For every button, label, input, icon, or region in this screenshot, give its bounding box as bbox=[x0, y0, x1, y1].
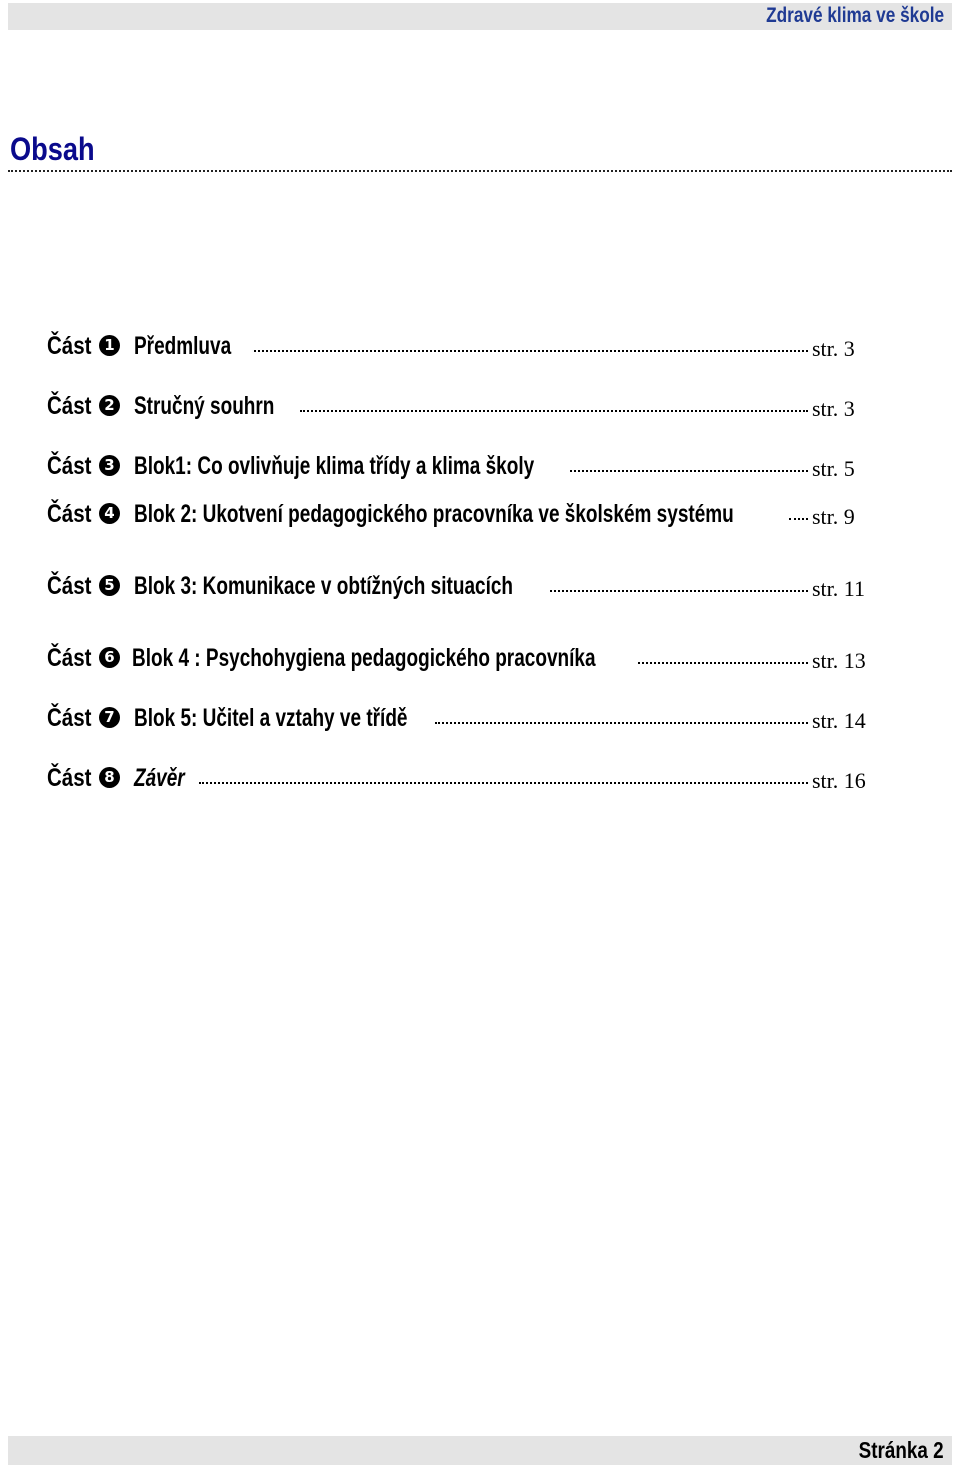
toc-entry-leader bbox=[638, 662, 808, 664]
toc-entry-page: str. 16 bbox=[812, 768, 866, 793]
toc-entry-leader bbox=[550, 590, 808, 592]
toc-entry-title: Blok 4 : Psychohygiena pedagogického pracovníka bbox=[132, 644, 596, 672]
toc-entry-title: Blok 2: Ukotvení pedagogického pracovníka ve školském systému bbox=[134, 500, 734, 528]
page-number: Stránka 2 bbox=[859, 1437, 944, 1463]
toc-entry-page: str. 14 bbox=[812, 708, 866, 733]
toc-entry-title: Blok 5: Učitel a vztahy ve třídě bbox=[134, 704, 408, 732]
toc-entry-part-label: Část bbox=[47, 644, 92, 672]
toc-entry[interactable] bbox=[47, 704, 879, 738]
number-8-icon: 8 bbox=[99, 767, 120, 788]
toc-entry-title: Závěr bbox=[134, 764, 185, 792]
toc-entry[interactable] bbox=[47, 644, 879, 678]
toc-entry-part-label: Část bbox=[47, 704, 92, 732]
toc-entry-leader bbox=[435, 722, 808, 724]
toc-entry-page: str. 3 bbox=[812, 336, 855, 361]
toc-heading: Obsah bbox=[10, 131, 95, 167]
toc-entry-part-label: Část bbox=[47, 500, 92, 528]
toc-entry-part-label: Část bbox=[47, 332, 92, 360]
toc-entry-page: str. 11 bbox=[812, 576, 865, 601]
toc-entry-leader bbox=[789, 518, 808, 520]
toc-entry-part-label: Část bbox=[47, 572, 92, 600]
toc-entry-page: str. 13 bbox=[812, 648, 866, 673]
toc-divider bbox=[8, 170, 952, 172]
document-title: Zdravé klima ve škole bbox=[765, 4, 944, 27]
toc-entry-leader bbox=[199, 782, 808, 784]
toc-entry-page: str. 5 bbox=[812, 456, 855, 481]
toc-entry[interactable] bbox=[47, 392, 867, 426]
toc-entry[interactable] bbox=[47, 332, 867, 366]
toc-entry-title: Předmluva bbox=[134, 332, 232, 360]
number-2-icon: 2 bbox=[99, 395, 120, 416]
number-6-icon: 6 bbox=[99, 647, 120, 668]
toc-entry-leader bbox=[300, 410, 808, 412]
number-3-icon: 3 bbox=[99, 455, 120, 476]
toc-entry[interactable] bbox=[47, 452, 867, 486]
toc-entry[interactable] bbox=[47, 572, 879, 606]
toc-entry-part-label: Část bbox=[47, 452, 92, 480]
toc-entry[interactable] bbox=[47, 764, 879, 798]
toc-entry-page: str. 9 bbox=[812, 504, 855, 529]
number-1-icon: 1 bbox=[99, 335, 120, 356]
toc-entry[interactable] bbox=[47, 500, 867, 534]
number-7-icon: 7 bbox=[99, 707, 120, 728]
toc-entry-leader bbox=[254, 350, 808, 352]
page-footer bbox=[8, 1436, 952, 1465]
toc-entry-title: Stručný souhrn bbox=[134, 392, 275, 420]
toc-entry-title: Blok 3: Komunikace v obtížných situacích bbox=[134, 572, 514, 600]
toc-entry-part-label: Část bbox=[47, 764, 92, 792]
toc-entry-title: Blok1: Co ovlivňuje klima třídy a klima školy bbox=[134, 452, 535, 480]
number-5-icon: 5 bbox=[99, 575, 120, 596]
toc-entry-leader bbox=[570, 470, 808, 472]
number-4-icon: 4 bbox=[99, 503, 120, 524]
page-header bbox=[8, 3, 952, 30]
toc-entry-page: str. 3 bbox=[812, 396, 855, 421]
toc-entry-part-label: Část bbox=[47, 392, 92, 420]
